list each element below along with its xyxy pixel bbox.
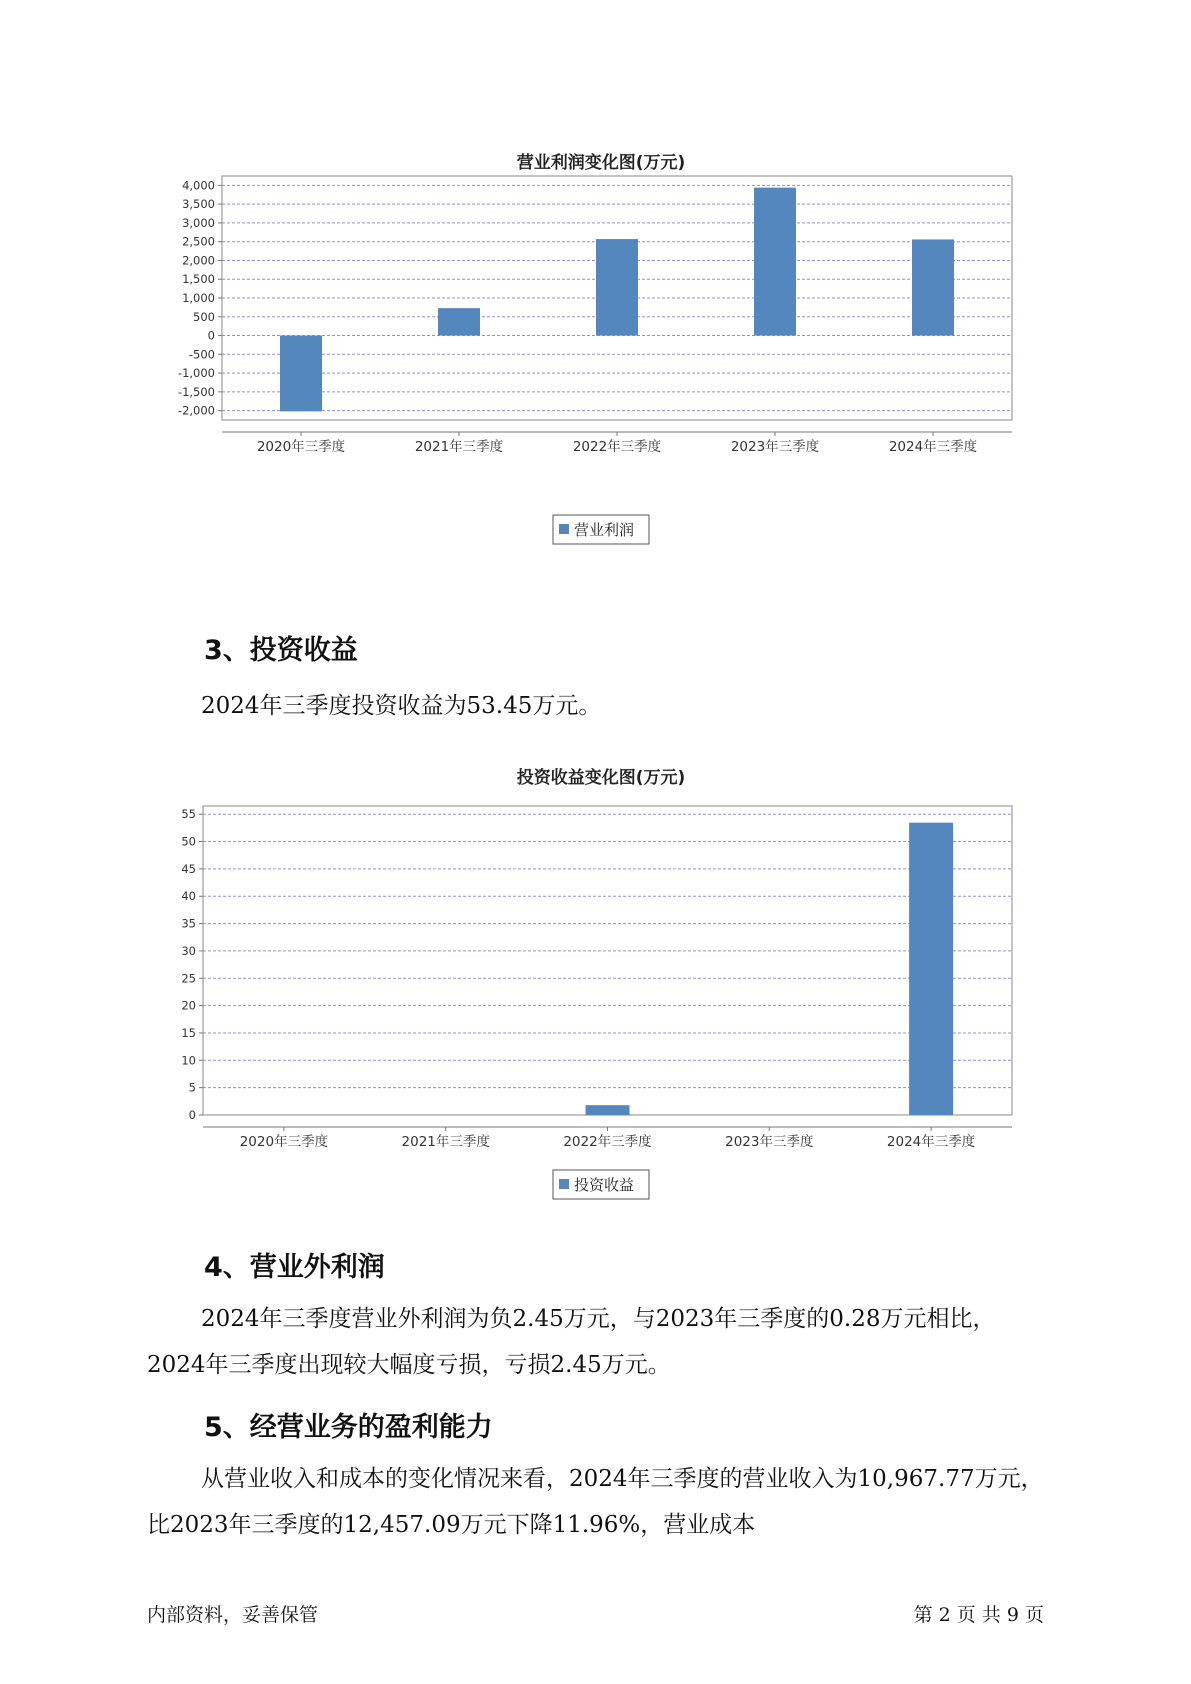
footer-confidential-note: 内部资料，妥善保管: [147, 1604, 319, 1626]
section-heading-investment-income: 3、投资收益: [204, 635, 358, 666]
bar: [586, 1105, 630, 1115]
y-tick-label: 1,000: [182, 291, 215, 305]
legend-label: 营业利润: [574, 521, 635, 539]
y-tick-label: 20: [181, 998, 196, 1013]
category-label: 2021年三季度: [401, 1134, 490, 1150]
bar: [754, 188, 796, 336]
y-tick-label: 30: [181, 943, 196, 958]
operating-profit-chart: [0, 130, 1191, 600]
profitability-paragraph: 从营业收入和成本的变化情况来看，2024年三季度的营业收入为10,967.77万元，比2023年三季度的12,457.09万元下降11.96%，营业成本: [147, 1466, 1044, 1538]
legend-swatch: [559, 524, 569, 534]
y-tick-label: 1,500: [182, 272, 215, 287]
bar: [909, 823, 953, 1115]
category-label: 2020年三季度: [239, 1134, 329, 1150]
category-label: 2023年三季度: [725, 1134, 814, 1150]
y-tick-label: 45: [181, 861, 196, 876]
y-tick-label: 500: [193, 309, 215, 324]
category-label: 2020年三季度: [256, 439, 346, 455]
chart-title: 投资收益变化图(万元): [516, 768, 686, 788]
legend: [553, 1170, 649, 1199]
bar: [438, 308, 480, 335]
investment-income-chart: [0, 750, 1191, 1210]
y-tick-label: 3,500: [182, 197, 215, 212]
legend-swatch: [559, 1179, 569, 1189]
category-label: 2024年三季度: [888, 439, 978, 455]
y-tick-label: 35: [181, 916, 196, 931]
investment-income-chart-svg: [0, 750, 1191, 1210]
y-tick-label: 25: [181, 971, 196, 986]
y-tick-label: 0: [188, 1108, 196, 1122]
plot-area-border: [203, 806, 1012, 1115]
footer-page-number: 第 2 页 共 9 页: [913, 1604, 1044, 1626]
y-tick-label: 0: [207, 328, 215, 343]
non-operating-profit-paragraph: 2024年三季度营业外利润为负2.45万元，与2023年三季度的0.28万元相比，2024年三季度出现较大幅度亏损，亏损2.45万元。: [147, 1306, 996, 1378]
y-tick-label: 2,000: [182, 253, 215, 268]
y-tick-label: 55: [181, 807, 196, 822]
legend: [553, 515, 649, 544]
bar: [596, 239, 638, 335]
operating-profit-chart-svg: [0, 130, 1191, 600]
section-heading-non-operating-profit: 4、营业外利润: [204, 1252, 385, 1283]
y-tick-label: 5: [188, 1080, 196, 1095]
y-tick-label: -500: [188, 347, 215, 362]
y-tick-label: 50: [181, 834, 196, 849]
category-label: 2024年三季度: [886, 1134, 976, 1150]
y-tick-label: 10: [181, 1053, 196, 1068]
y-tick-label: 40: [181, 889, 196, 904]
category-label: 2022年三季度: [563, 1134, 652, 1150]
y-tick-label: -1,000: [177, 366, 215, 381]
category-label: 2021年三季度: [414, 439, 504, 455]
y-tick-label: 4,000: [182, 178, 215, 193]
y-tick-label: -1,500: [177, 384, 215, 399]
category-label: 2022年三季度: [572, 439, 662, 455]
section-heading-profitability: 5、经营业务的盈利能力: [204, 1412, 493, 1443]
category-label: 2023年三季度: [730, 439, 820, 455]
y-tick-label: 3,000: [182, 215, 215, 230]
legend-label: 投资收益: [574, 1176, 635, 1194]
y-tick-label: 2,500: [182, 234, 215, 249]
bar: [280, 336, 322, 412]
chart-title: 营业利润变化图(万元): [516, 153, 686, 173]
y-tick-label: 15: [181, 1025, 196, 1040]
y-tick-label: -2,000: [177, 403, 215, 418]
investment-income-paragraph: 2024年三季度投资收益为53.45万元。: [201, 693, 602, 719]
bar: [912, 239, 954, 335]
